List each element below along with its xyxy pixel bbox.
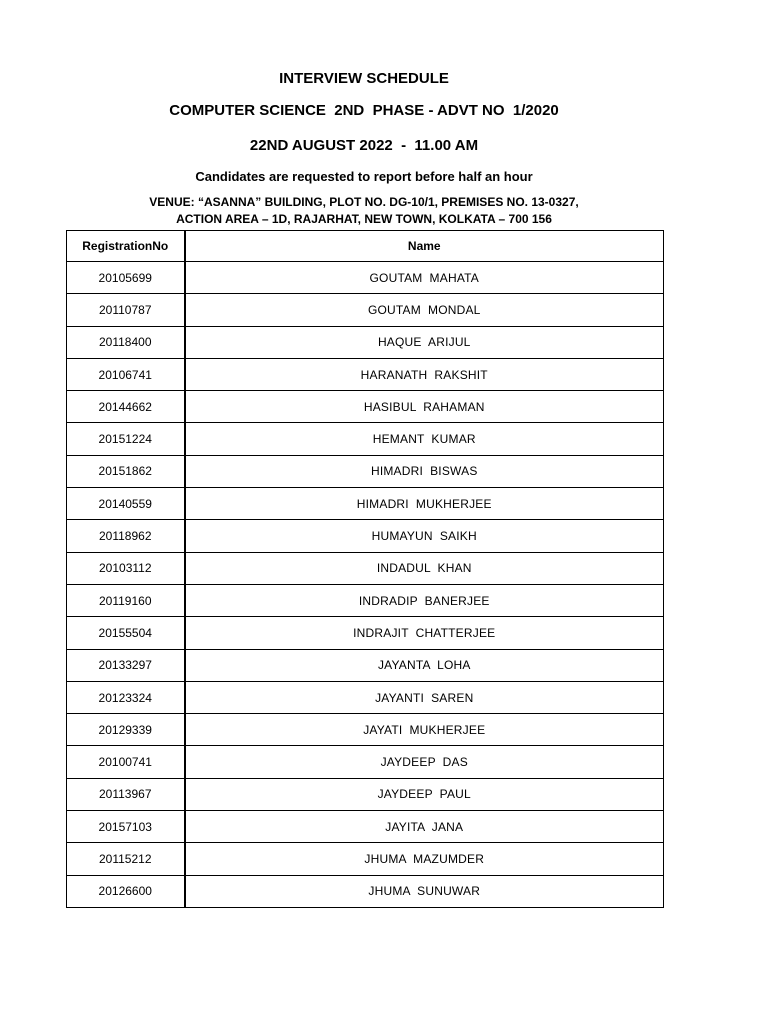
- table-row: [67, 552, 664, 584]
- table-row: [67, 584, 664, 616]
- table-row: [67, 778, 664, 810]
- registration-no-cell: 20151224: [67, 423, 185, 455]
- venue-line-2: ACTION AREA – 1D, RAJARHAT, NEW TOWN, KOLKATA – 700 156: [176, 212, 552, 226]
- registration-no-cell: 20100741: [67, 746, 185, 778]
- candidate-name-cell: JAYATI MUKHERJEE: [185, 714, 664, 746]
- document-subtitle: COMPUTER SCIENCE 2ND PHASE - ADVT NO 1/2020: [169, 102, 559, 119]
- registration-no-cell: 20113967: [67, 778, 185, 810]
- registration-no-cell: 20140559: [67, 488, 185, 520]
- table-row: [67, 843, 664, 875]
- table-row: [67, 262, 664, 294]
- candidate-name-cell: INDRADIP BANERJEE: [185, 584, 664, 616]
- interview-datetime: 22ND AUGUST 2022 - 11.00 AM: [249, 137, 479, 154]
- table-row: [67, 617, 664, 649]
- table-row: [67, 455, 664, 487]
- candidate-name-cell: JAYDEEP DAS: [185, 746, 664, 778]
- registration-no-cell: 20119160: [67, 584, 185, 616]
- candidate-name-cell: JHUMA SUNUWAR: [185, 875, 664, 907]
- registration-no-cell: 20157103: [67, 811, 185, 843]
- candidate-name-cell: INDADUL KHAN: [185, 552, 664, 584]
- table-row: [67, 520, 664, 552]
- registration-no-cell: 20144662: [67, 391, 185, 423]
- table-row: [67, 649, 664, 681]
- table-row: [67, 875, 664, 907]
- candidate-name-cell: JAYANTI SAREN: [185, 681, 664, 713]
- registration-no-cell: 20105699: [67, 262, 185, 294]
- table-row: [67, 358, 664, 390]
- candidate-name-cell: HASIBUL RAHAMAN: [185, 391, 664, 423]
- candidate-name-cell: HIMADRI BISWAS: [185, 455, 664, 487]
- candidate-name-cell: JAYANTA LOHA: [185, 649, 664, 681]
- table-row: [67, 681, 664, 713]
- candidate-name-cell: HARANATH RAKSHIT: [185, 358, 664, 390]
- schedule-table: [66, 230, 664, 908]
- candidate-name-cell: JAYDEEP PAUL: [185, 778, 664, 810]
- document-title: INTERVIEW SCHEDULE: [279, 70, 449, 87]
- candidate-name-cell: INDRAJIT CHATTERJEE: [185, 617, 664, 649]
- registration-no-cell: 20103112: [67, 552, 185, 584]
- candidate-name-cell: HIMADRI MUKHERJEE: [185, 488, 664, 520]
- registration-no-cell: 20151862: [67, 455, 185, 487]
- registration-no-cell: 20129339: [67, 714, 185, 746]
- column-header-registration-no: RegistrationNo: [67, 231, 185, 262]
- table-row: [67, 294, 664, 326]
- registration-no-cell: 20110787: [67, 294, 185, 326]
- candidate-name-cell: HAQUE ARIJUL: [185, 326, 664, 358]
- table-row: [67, 488, 664, 520]
- table-row: [67, 811, 664, 843]
- table-row: [67, 326, 664, 358]
- column-header-name: Name: [185, 231, 664, 262]
- table-header-row: [67, 231, 664, 262]
- registration-no-cell: 20115212: [67, 843, 185, 875]
- candidate-name-cell: JAYITA JANA: [185, 811, 664, 843]
- registration-no-cell: 20123324: [67, 681, 185, 713]
- candidate-name-cell: HEMANT KUMAR: [185, 423, 664, 455]
- registration-no-cell: 20155504: [67, 617, 185, 649]
- candidate-name-cell: HUMAYUN SAIKH: [185, 520, 664, 552]
- candidate-name-cell: JHUMA MAZUMDER: [185, 843, 664, 875]
- candidate-name-cell: GOUTAM MONDAL: [185, 294, 664, 326]
- table-body: [67, 262, 664, 908]
- registration-no-cell: 20118400: [67, 326, 185, 358]
- table-row: [67, 714, 664, 746]
- candidate-name-cell: GOUTAM MAHATA: [185, 262, 664, 294]
- reporting-note: Candidates are requested to report before half an hour: [195, 169, 533, 184]
- venue-line-1: VENUE: “ASANNA” BUILDING, PLOT NO. DG-10/1, PREMISES NO. 13-0327,: [149, 195, 579, 209]
- registration-no-cell: 20106741: [67, 358, 185, 390]
- registration-no-cell: 20118962: [67, 520, 185, 552]
- registration-no-cell: 20126600: [67, 875, 185, 907]
- table-row: [67, 391, 664, 423]
- table-row: [67, 746, 664, 778]
- table-row: [67, 423, 664, 455]
- registration-no-cell: 20133297: [67, 649, 185, 681]
